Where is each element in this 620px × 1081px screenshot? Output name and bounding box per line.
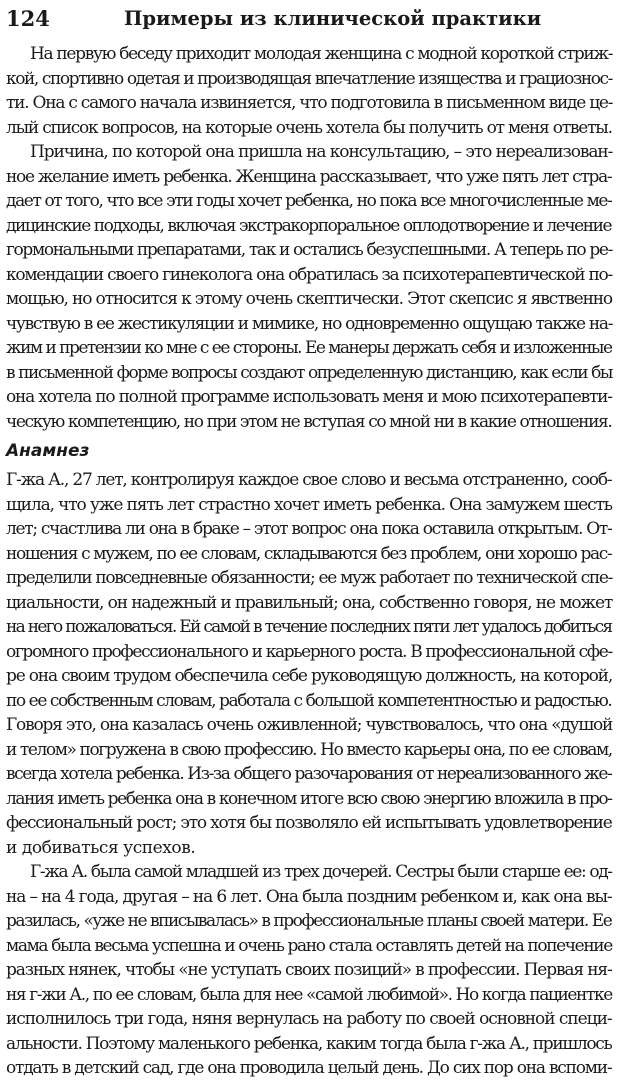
text-line: пределили повседневные обязанности; ее муж работает по технической спе-	[6, 568, 613, 588]
page-body	[6, 42, 614, 1081]
text-line: по ее собственным словам, работала с большой компетентностью и радостью.	[6, 690, 612, 711]
text-line: в письменной форме вопросы создают определенную дистанцию, как если бы	[6, 362, 613, 383]
paragraph-3	[6, 468, 614, 860]
text-line: отдать в детский сад, где она проводила целый день. До сих пор она вспоми-	[6, 1058, 612, 1078]
text-line: комендации своего гинеколога она обратилась за психотерапевтической по-	[6, 264, 612, 285]
text-line: исполнилось три года, няня вернулась на работу по своей основной специ-	[6, 1009, 612, 1029]
text-line: огромного профессионального и карьерного роста. В профессиональной сфе-	[6, 641, 612, 662]
text-line: и телом» погружена в свою профессию. Но вместо карьеры она, по ее словам,	[6, 739, 612, 760]
text-line: Г-жа А. была самой младшей из трех дочерей. Сестры были старше ее: од-	[30, 862, 612, 882]
text-line: всегда хотела ребенка. Из-за общего разочарования от нереализованного же-	[6, 764, 612, 784]
text-line: Г-жа А., 27 лет, контролируя каждое свое слово и весьма отстраненно, сооб-	[6, 470, 612, 490]
text-line: лый список вопросов, на которые очень хотела бы получить от меня ответы.	[6, 117, 612, 138]
text-line: На первую беседу приходит молодая женщина с модной короткой стриж-	[30, 44, 613, 64]
text-line: ное желание иметь ребенка. Женщина рассказывает, что уже пять лет стра-	[6, 166, 612, 187]
text-line: и добиваться успехов.	[6, 837, 196, 858]
text-line: ти. Она с самого начала извиняется, что подготовила в письменном виде це-	[6, 93, 613, 113]
text-line: ре она своим трудом обеспечила себе руководящую должность, на которой,	[6, 666, 613, 686]
text-line: Говоря это, она казалась очень оживленной; чувствовалось, что она «душой	[6, 715, 613, 735]
text-line: ческую компетенцию, но при этом не вступая со мной ни в какие отношения.	[6, 411, 612, 432]
text-line: разных нянек, чтобы «не уступать своих позиций» в профессии. Первая ня-	[6, 960, 612, 980]
section-heading: Анамнез	[6, 441, 90, 461]
paragraph-2	[6, 140, 614, 434]
text-line: кой, спортивно одетая и производящая впечатление изящества и грациознос-	[6, 68, 612, 89]
text-line: ня г-жи А., по ее словам, была для нее «самой любимой». Но когда пациентке	[6, 984, 612, 1005]
page-header	[6, 6, 614, 34]
text-line: на него пожаловаться. Ей самой в течение последних пяти лет удалось добиться	[6, 617, 612, 637]
text-line: ношения с мужем, по ее словам, складываются без проблем, они хорошо рас-	[6, 543, 612, 564]
text-line: дает от того, что все эти годы хочет ребенка, но пока все многочисленные ме-	[6, 191, 612, 211]
paragraph-1	[6, 42, 614, 140]
text-line: она хотела по полной программе использовать меня и мою психотерапевти-	[6, 387, 612, 407]
page-number: 124	[6, 6, 50, 31]
text-line: гормональными препаратами, так и остались безуспешными. А теперь по ре-	[6, 240, 612, 260]
text-line: лет; счастлива ли она в браке – этот вопрос она пока оставила открытым. От-	[6, 519, 612, 539]
text-line: щила, что уже пять лет страстно хочет иметь ребенка. Она замужем шесть	[6, 494, 612, 515]
text-line: дицинские подходы, включая экстракорпоральное оплодотворение и лечение	[6, 215, 612, 236]
text-line: жим и претензии ко мне с ее стороны. Ее манеры держать себя и изложенные	[6, 338, 612, 358]
text-line: Причина, по которой она пришла на консультацию, – это нереализован-	[30, 142, 613, 162]
text-line: фессиональный рост; это хотя бы позволяло ей испытывать удовлетворение	[6, 813, 612, 833]
paragraph-4	[6, 860, 614, 1081]
text-line: мощью, но относится к этому очень скептически. Этот скепсис я явственно	[6, 289, 612, 309]
text-line: циальности, он надежный и правильный; она, собственно говоря, не может	[6, 592, 613, 613]
text-line: разилась, «уже не вписывалась» в профессиональные планы своей матери. Ее	[6, 911, 612, 931]
text-line: чувствую в ее жестикуляции и мимике, но одновременно ощущаю также на-	[6, 313, 613, 334]
text-line: мама была весьма успешна и очень рано стала оставлять детей на попечение	[6, 935, 612, 956]
text-line: альности. Поэтому маленького ребенка, каким тогда была г-жа А., пришлось	[6, 1033, 612, 1054]
text-line: на – на 4 года, другая – на 6 лет. Она была поздним ребенком и, как она вы-	[6, 886, 612, 907]
text-line: лания иметь ребенка она в конечном итоге всю свою энергию вложила в про-	[6, 788, 612, 809]
running-title: Примеры из клинической практики	[124, 7, 542, 30]
